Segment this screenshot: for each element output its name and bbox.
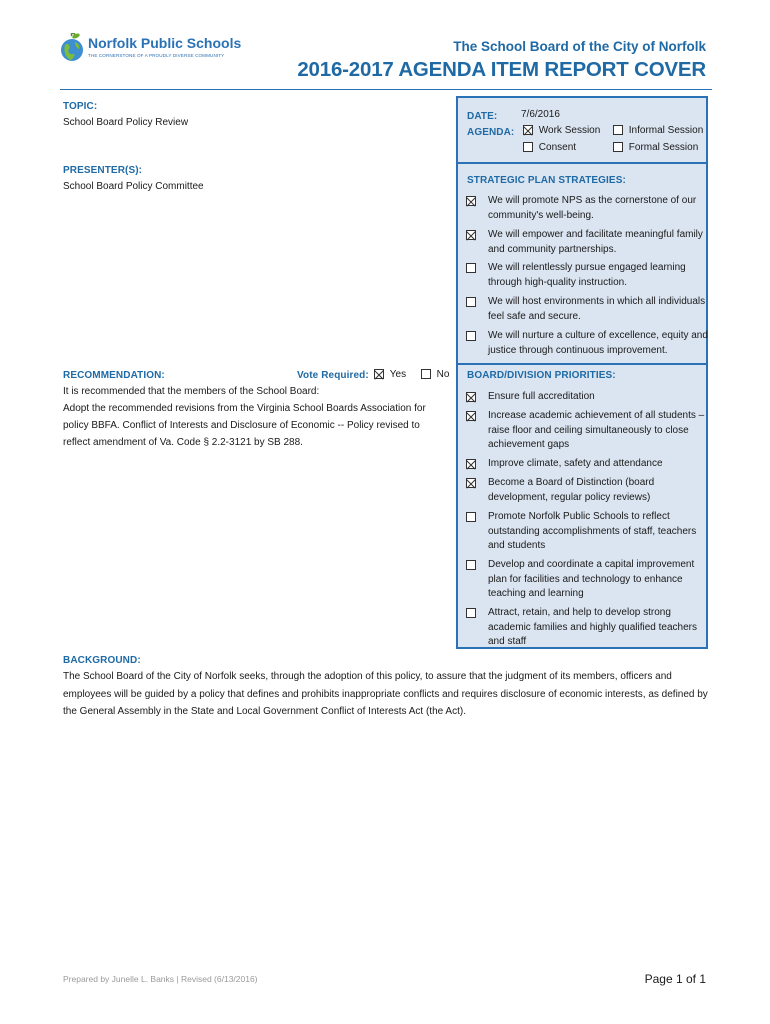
checkbox[interactable] (466, 478, 476, 488)
checkbox[interactable] (466, 512, 476, 522)
priority-text: Promote Norfolk Public Schools to reflect outstanding accomplishments of staff, teachers and students (488, 511, 697, 551)
priority-text: Attract, retain, and help to develop strong academic families and highly qualified teachers and staff (488, 607, 698, 647)
strategy-text: We will relentlessly pursue engaged learning through high-quality instruction. (488, 262, 686, 288)
vote-yes-checkbox[interactable] (374, 369, 384, 379)
date-value: 7/6/2016 (521, 109, 560, 120)
logo-name: Norfolk Public Schools (88, 35, 242, 51)
agenda-option-work-session[interactable] (523, 125, 600, 136)
priority-text: Develop and coordinate a capital improvement plan for facilities and technology to enhance teaching and learning (488, 559, 695, 599)
date-label: DATE: (467, 111, 498, 122)
background-text: The School Board of the City of Norfolk seeks, through the adoption of this policy, to assure that the judgment of its members, officers and employees will be guided by a policy that defines and prohibits inappropriate conflicts and requires disclosure of economic interests, as defined by the General Assembly in the State and Local Government Conflict of Interests Act (the Act). (63, 671, 708, 717)
logo-tagline: THE CORNERSTONE OF A PROUDLY DIVERSE COMMUNITY (88, 53, 225, 58)
agenda-option-label: Formal Session (628, 142, 699, 153)
checkbox[interactable] (613, 125, 623, 135)
checkbox[interactable] (466, 263, 476, 273)
presenters-value: School Board Policy Committee (63, 181, 204, 192)
apple-globe-icon (60, 33, 84, 63)
recommendation-text: Adopt the recommended revisions from the Virginia School Boards Association for policy BBFA. Conflict of Interests and Disclosure of Economic -- Policy revised to reflect amendment of Va. Code § 2.2-3121 by SB 288. (63, 403, 426, 448)
checkbox[interactable] (466, 392, 476, 402)
agenda-option-label: Informal Session (628, 125, 704, 136)
priority-text: Increase academic achievement of all students – raise floor and ceiling simultaneously to close achievement gaps (488, 410, 705, 450)
recommendation-intro: It is recommended that the members of the School Board: (63, 386, 320, 397)
panel-divider (458, 162, 706, 164)
panel-divider (458, 363, 706, 365)
checkbox[interactable] (466, 331, 476, 341)
agenda-option-consent[interactable] (523, 142, 576, 153)
checkbox[interactable] (466, 560, 476, 570)
agenda-option-formal-session[interactable] (613, 142, 698, 153)
checkbox[interactable] (466, 459, 476, 469)
agenda-option-label: Consent (538, 142, 577, 153)
checkbox[interactable] (523, 142, 533, 152)
strategy-text: We will host environments in which all individuals feel safe and secure. (488, 296, 706, 322)
strategies-label: STRATEGIC PLAN STRATEGIES: (467, 175, 626, 186)
agenda-option-informal-session[interactable] (613, 125, 703, 136)
presenters-label: PRESENTER(S): (63, 165, 143, 176)
checkbox[interactable] (466, 608, 476, 618)
checkbox[interactable] (466, 411, 476, 421)
priorities-label: BOARD/DIVISION PRIORITIES: (467, 370, 616, 381)
recommendation-label: RECOMMENDATION: (63, 370, 165, 381)
agenda-option-label: Work Session (538, 125, 601, 136)
organization-name: The School Board of the City of Norfolk (453, 39, 706, 54)
priority-text: Improve climate, safety and attendance (488, 458, 663, 469)
checkbox[interactable] (466, 230, 476, 240)
background-label: BACKGROUND: (63, 655, 141, 666)
page-number: Page 1 of 1 (644, 972, 706, 986)
checkbox[interactable] (466, 297, 476, 307)
strategy-text: We will nurture a culture of excellence, equity and justice through continuous improvement. (488, 330, 708, 356)
topic-value: School Board Policy Review (63, 117, 189, 128)
priority-text: Become a Board of Distinction (board development, regular policy reviews) (488, 477, 655, 503)
vote-yes-label: Yes (389, 369, 407, 380)
strategy-text: We will empower and facilitate meaningful family and community partnerships. (488, 229, 703, 255)
checkbox[interactable] (466, 196, 476, 206)
vote-options (374, 369, 449, 380)
vote-required-label: Vote Required: (297, 370, 369, 381)
strategy-text: We will promote NPS as the cornerstone of our community's well-being. (488, 195, 697, 221)
topic-label: TOPIC: (63, 101, 98, 112)
footer-prepared-by: Prepared by Junelle L. Banks | Revised (6/13/2016) (63, 974, 258, 984)
checkbox[interactable] (523, 125, 533, 135)
norfolk-public-schools-logo (60, 32, 242, 66)
vote-no-checkbox[interactable] (421, 369, 431, 379)
vote-no-label: No (436, 369, 450, 380)
priority-text: Ensure full accreditation (488, 391, 595, 402)
page-title: 2016-2017 AGENDA ITEM REPORT COVER (297, 58, 706, 81)
header-rule (60, 89, 712, 90)
agenda-label: AGENDA: (467, 127, 515, 138)
checkbox[interactable] (613, 142, 623, 152)
